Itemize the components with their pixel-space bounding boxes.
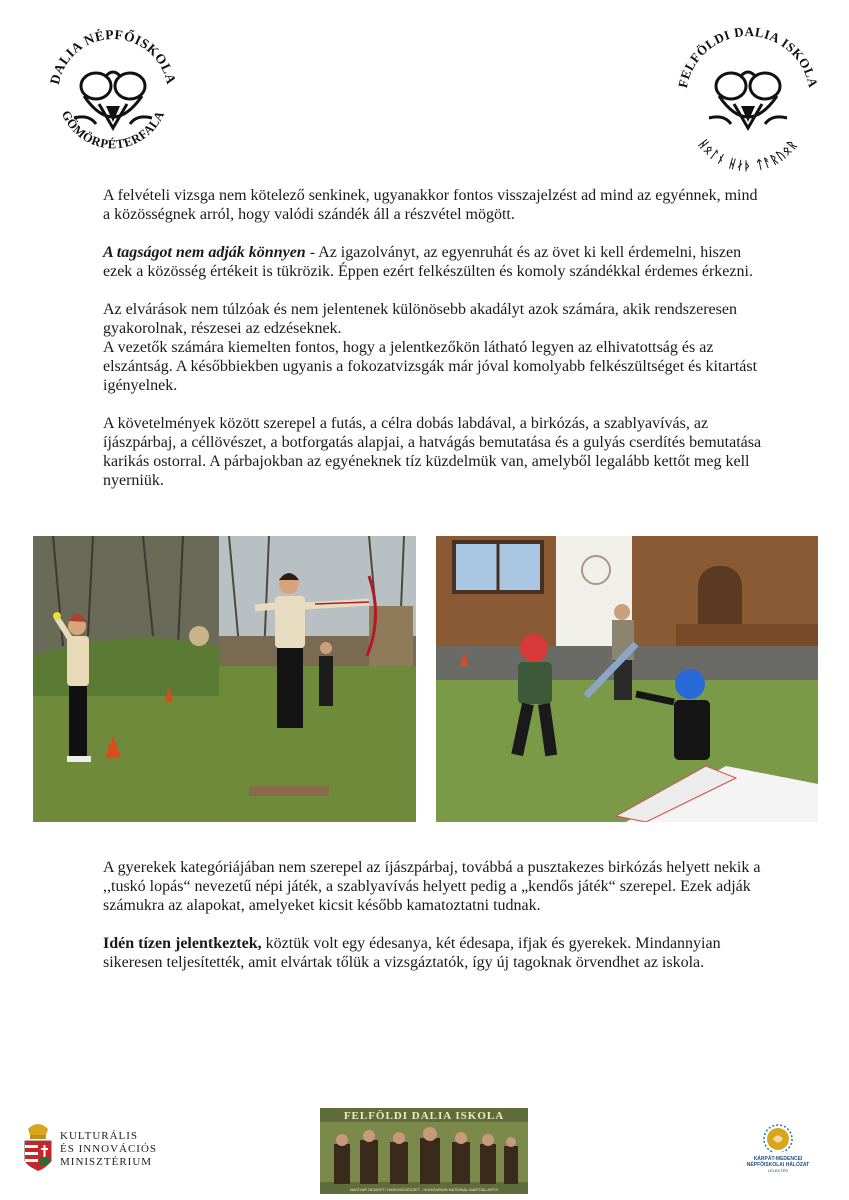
logo-right-runic-text: ᚺᛟᛚᚾ ᚺᛅᚦ ᛏᚨᚱᚢᛟᚱ <box>695 136 801 172</box>
paragraph-3 <box>103 300 763 338</box>
photo-sabre-fencing <box>436 536 818 822</box>
article-text-lower <box>103 858 763 991</box>
banner-subtitle: MAGYAR NEMZETI HARCMŰVÉSZET - HUNGARIAN NATIONAL MARTIAL ARTS <box>350 1187 498 1192</box>
paragraph-5: A gyerekek kategóriájában nem szerepel az íjászpárbaj, továbbá a pusztakezes birkózás helyett nekik a ,,tuskó lopás“ nevezetű népi játék, a szablyavívás helyett pedig a „kendős játék“ szerepel. Ezek adják számukra az alapokat, amelyeket kicsit később kamatoztatni tudnak. <box>103 859 761 914</box>
ministry-line-2: ÉS INNOVÁCIÓS <box>60 1142 158 1155</box>
logo-dalia-nepfoiskola <box>44 28 182 166</box>
paragraph-3b: A vezetők számára kiemelten fontos, hogy a jelentkezőkön látható legyen az elhivatottság és az elszántság. A későbbiekben ugyanis a fokozatvizsgák már jóval komolyabb felkészültséget és kitartást igényelnek. <box>103 339 758 394</box>
svg-text:FELFÖLDI DALIA ISKOLA <box>675 24 821 89</box>
photo-ball-throw <box>33 536 219 822</box>
article-text-upper <box>103 186 763 509</box>
svg-text:ᚺᛟᛚᚾ ᚺᛅᚦ ᛏᚨᚱᚢᛟᚱ <box>696 137 800 172</box>
dalia-emblem-right <box>674 24 822 172</box>
ministry-line-1: KULTURÁLIS <box>60 1129 139 1142</box>
paragraph-4: A követelmények között szerepel a futás, a célra dobás labdával, a birkózás, a szablyavívás, az íjászpárbaj, a céllövészet, a botforgatás alapjai, a hatvágás bemutatása és a gulyás cserdítés bemutatása karikás ostorral. A párbajokban az egyéneknek tíz küzdelmük van, amelyből legalább kettőt meg kell nyerniük. <box>103 415 762 489</box>
dalia-emblem-left <box>44 28 182 166</box>
photo-archer <box>219 536 416 822</box>
logo-felfoldi-dalia-iskola <box>674 24 822 172</box>
network-line-2: NÉPFŐISKOLAI HÁLÓZAT <box>746 1162 810 1168</box>
network-sun-icon <box>755 1122 801 1152</box>
paragraph-2-lead: A tagságot nem adják könnyen <box>103 244 306 261</box>
nepfoiskolai-halozat-logo <box>738 1122 818 1182</box>
paragraph-2 <box>103 243 763 281</box>
paragraph-2-rest: - Az igazolványt, az egyenruhát és az övet ki kell érdemelni, hiszen ezek a közösség értékeit is tükrözik. Éppen ezért felkészülten és komoly szándékkal érdemes érkezni. <box>103 244 753 280</box>
felfoldi-dalia-banner <box>320 1108 528 1194</box>
paragraph-6-lead: Idén tízen jelentkeztek, <box>103 935 262 952</box>
banner-title: FELFÖLDI DALIA ISKOLA <box>343 1110 505 1122</box>
logo-right-top-text: FELFÖLDI DALIA ISKOLA <box>674 24 822 90</box>
logo-left-bottom-text: GÖMÖRPÉTERFALA <box>58 108 168 152</box>
hungarian-coat-of-arms-icon <box>22 1121 54 1177</box>
ministry-line-3: MINISZTÉRIUM <box>60 1155 153 1168</box>
paragraph-6-rest: köztük volt egy édesanya, két édesapa, ifjak és gyerekek. Mindannyian sikeresen teljesítették, amit elvártak tőlük a vizsgáztatók, így új tagoknak örvendhet az iskola. <box>103 935 721 971</box>
paragraph-3a: Az elvárások nem túlzóak és nem jelentenek különösebb akadályt azok számára, akik rendszeresen gyakorolnak, részesei az edzéseknek. <box>103 301 737 337</box>
paragraph-6 <box>103 934 763 972</box>
logo-left-top-text: DALIA NÉPFŐISKOLA <box>46 28 180 86</box>
paragraph-1: A felvételi vizsga nem kötelező senkinek, ugyanakkor fontos visszajelzést ad mind az egyénnek, mind a közösségnek arról, hogy valódi szándék áll a részvétel mögött. <box>103 187 758 223</box>
ministry-logo <box>22 1120 182 1178</box>
network-line-1: KÁRPÁT-MEDENCEI <box>753 1156 803 1162</box>
svg-text:DALIA NÉPFŐISKOLA <box>47 28 179 86</box>
network-line-3: LÉLEKTÉR <box>767 1168 789 1173</box>
